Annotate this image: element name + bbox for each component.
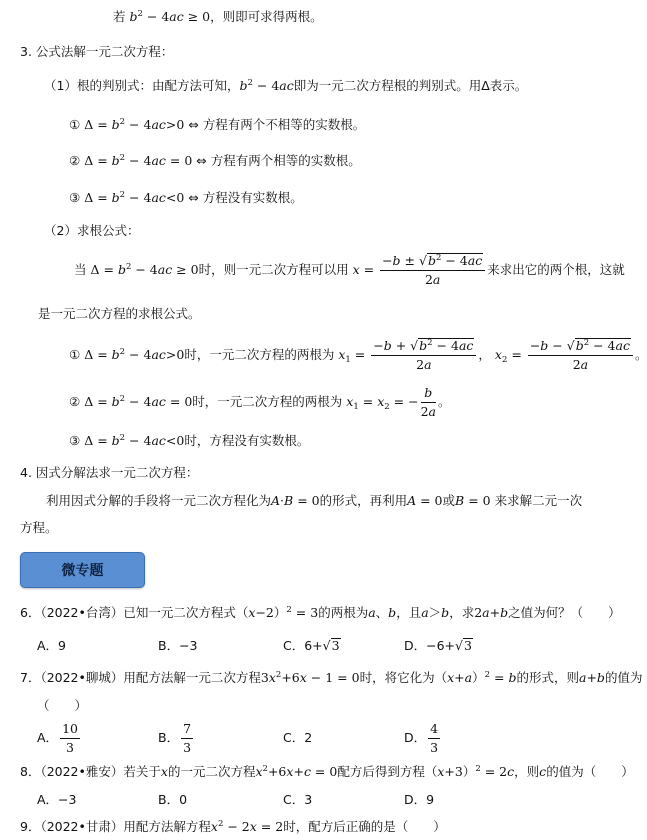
- root-formula-heading: （2）求根公式：: [44, 223, 140, 238]
- question-9-stem: 9．（2022•甘肃）用配方法解方程$x^2 - 2x = 2$时，配方后正确的是（ ）: [20, 819, 446, 834]
- question-7-option-a[interactable]: A． $\frac{10}{3}$: [37, 721, 78, 755]
- question-7-option-c[interactable]: C．2: [283, 730, 313, 745]
- section3-title: 3. 公式法解一元二次方程：: [20, 44, 174, 59]
- question-6-stem: 6．（2022•台湾）已知一元二次方程式$(x-2)^2 = 3$的两根为a、b，且a＞b，求2a+b之值为何？（ ）: [20, 605, 621, 620]
- root-formula-fraction: $\frac{-b \pm √b^2 - 4ac}{2a}$: [380, 253, 485, 288]
- discriminant-case-3: ③ $\Delta = b^2 - 4ac<0$ ⇔ 方程没有实数根。: [69, 190, 303, 205]
- roots-case-3: ③ $\Delta = b^2 - 4ac<0$时，方程没有实数根。: [69, 433, 310, 448]
- root-formula-cont: 是一元二次方程的求根公式。: [38, 306, 201, 321]
- question-8-option-a[interactable]: A．−3: [37, 792, 77, 807]
- factoring-text-cont: 方程。: [20, 520, 58, 535]
- question-8-option-d[interactable]: D．9: [404, 792, 435, 807]
- question-6-option-d[interactable]: D．−6+√3: [404, 638, 472, 653]
- header-line: 若 $b^2 - 4ac \ge 0$，则即可求得两根。: [113, 9, 323, 24]
- roots-case-2: ② $\Delta = b^2 - 4ac = 0$时，一元二次方程的两根为 $x_1 = x_2$ = − $\frac{b}{2a}$ 。: [69, 385, 451, 419]
- question-8-option-b[interactable]: B．0: [158, 792, 188, 807]
- root-formula-line: 当 $\Delta = b^2 - 4ac \ge 0$时，则一元二次方程可以用 x = $\frac{-b \pm √b^2 - 4ac}{2a}$ 来求出它的两个根，这就: [74, 253, 625, 287]
- question-7-option-d[interactable]: D． $\frac{4}{3}$: [404, 721, 439, 755]
- question-8-stem: 8．（2022•雅安）若关于x的一元二次方程$x^2+6x+c = 0$配方后得到方程$(x+3)^2 = 2c$，则c的值为（ ）: [20, 764, 634, 779]
- micro-topic-badge: 微专题: [20, 552, 145, 588]
- discriminant-case-1: ① $\Delta = b^2 - 4ac>0$ ⇔ 方程有两个不相等的实数根。: [69, 117, 366, 132]
- question-7-stem: 7．（2022•聊城）用配方法解一元二次方程$3x^2+6x - 1 = 0$时，将它化为$(x+a)^2 = b$的形式，则a+b的值为: [20, 670, 643, 685]
- question-7-paren: （ ）: [37, 698, 88, 713]
- factoring-text: 利用因式分解的手段将一元二次方程化为A·B = 0的形式，再利用A = 0或B = 0 来求解二元一次: [46, 493, 583, 508]
- discriminant-intro: （1）根的判别式：由配方法可知，$b^2 - 4ac$即为一元二次方程根的判别式。用Δ表示。: [44, 78, 528, 93]
- question-7-option-b[interactable]: B． $\frac{7}{3}$: [158, 721, 192, 755]
- discriminant-case-2: ② $\Delta = b^2 - 4ac = 0$ ⇔ 方程有两个相等的实数根。: [69, 153, 361, 168]
- question-6-option-b[interactable]: B．−3: [158, 638, 198, 653]
- roots-case-1: ① $\Delta = b^2 - 4ac>0$时，一元二次方程的两根为 $x_1$ = $\frac{-b + √b^2 - 4ac}{2a}$ ， $x_2$ = $\frac{-b - √b^2 - 4ac}{2a}$ 。: [69, 338, 647, 372]
- section4-title: 4. 因式分解法求一元二次方程：: [20, 465, 199, 480]
- question-6-option-a[interactable]: A．9: [37, 638, 67, 653]
- question-8-option-c[interactable]: C．3: [283, 792, 313, 807]
- question-6-option-c[interactable]: C．6+√3: [283, 638, 340, 653]
